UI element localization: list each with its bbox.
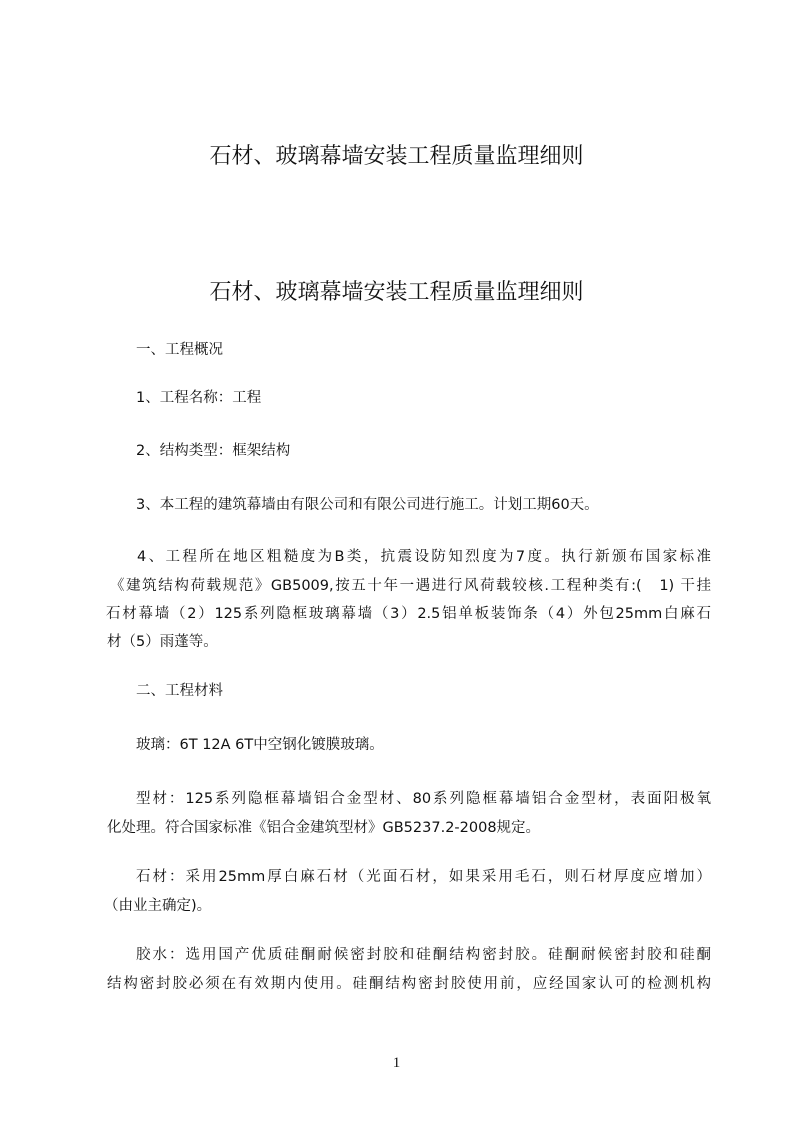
document-title: 石材、玻璃幕墙安装工程质量监理细则 — [209, 280, 584, 305]
page-number: 1 — [392, 1055, 401, 1071]
contractor-info: 3、本工程的建筑幕墙由有限公司和有限公司进行施工。计划工期60天。 — [136, 497, 599, 513]
structure-type: 2、结构类型：框架结构 — [136, 443, 291, 459]
glass-spec: 玻璃：6T 12A 6T中空钢化镀膜玻璃。 — [136, 737, 384, 753]
paragraph-line: （由业主确定)。 — [104, 898, 212, 914]
paragraph-line: 《建筑结构荷载规范》GB5009,按五十年一遇进行风荷载较核.工程种类有:( 1) 干挂 — [110, 578, 711, 594]
paragraph-line: 石材幕墙（2）125系列隐框玻璃幕墙（3）2.5铝单板装饰条（4）外包25mm白麻石 — [106, 606, 711, 622]
paragraph-line: 石材：采用25mm厚白麻石材（光面石材，如果采用毛石，则石材厚度应增加） — [136, 869, 711, 885]
project-name: 1、工程名称：工程 — [136, 390, 262, 406]
paragraph-line: 胶水：选用国产优质硅酮耐候密封胶和硅酮结构密封胶。硅酮耐候密封胶和硅酮 — [136, 947, 711, 963]
paragraph-line: 结构密封胶必须在有效期内使用。硅酮结构密封胶使用前，应经国家认可的检测机构 — [107, 976, 711, 992]
paragraph-line: 型材：125系列隐框幕墙铝合金型材、80系列隐框幕墙铝合金型材，表面阳极氧 — [136, 791, 711, 807]
cover-title: 石材、玻璃幕墙安装工程质量监理细则 — [209, 144, 584, 169]
paragraph-line: 材（5）雨蓬等。 — [107, 634, 218, 650]
section-heading: 一、工程概况 — [136, 342, 223, 358]
paragraph-line: 化处理。符合国家标准《铝合金建筑型材》GB5237.2-2008规定。 — [107, 820, 541, 836]
section-heading: 二、工程材料 — [136, 683, 223, 699]
paragraph-line: 4、工程所在地区粗糙度为B类，抗震设防知烈度为7度。执行新颁布国家标准 — [137, 549, 711, 565]
